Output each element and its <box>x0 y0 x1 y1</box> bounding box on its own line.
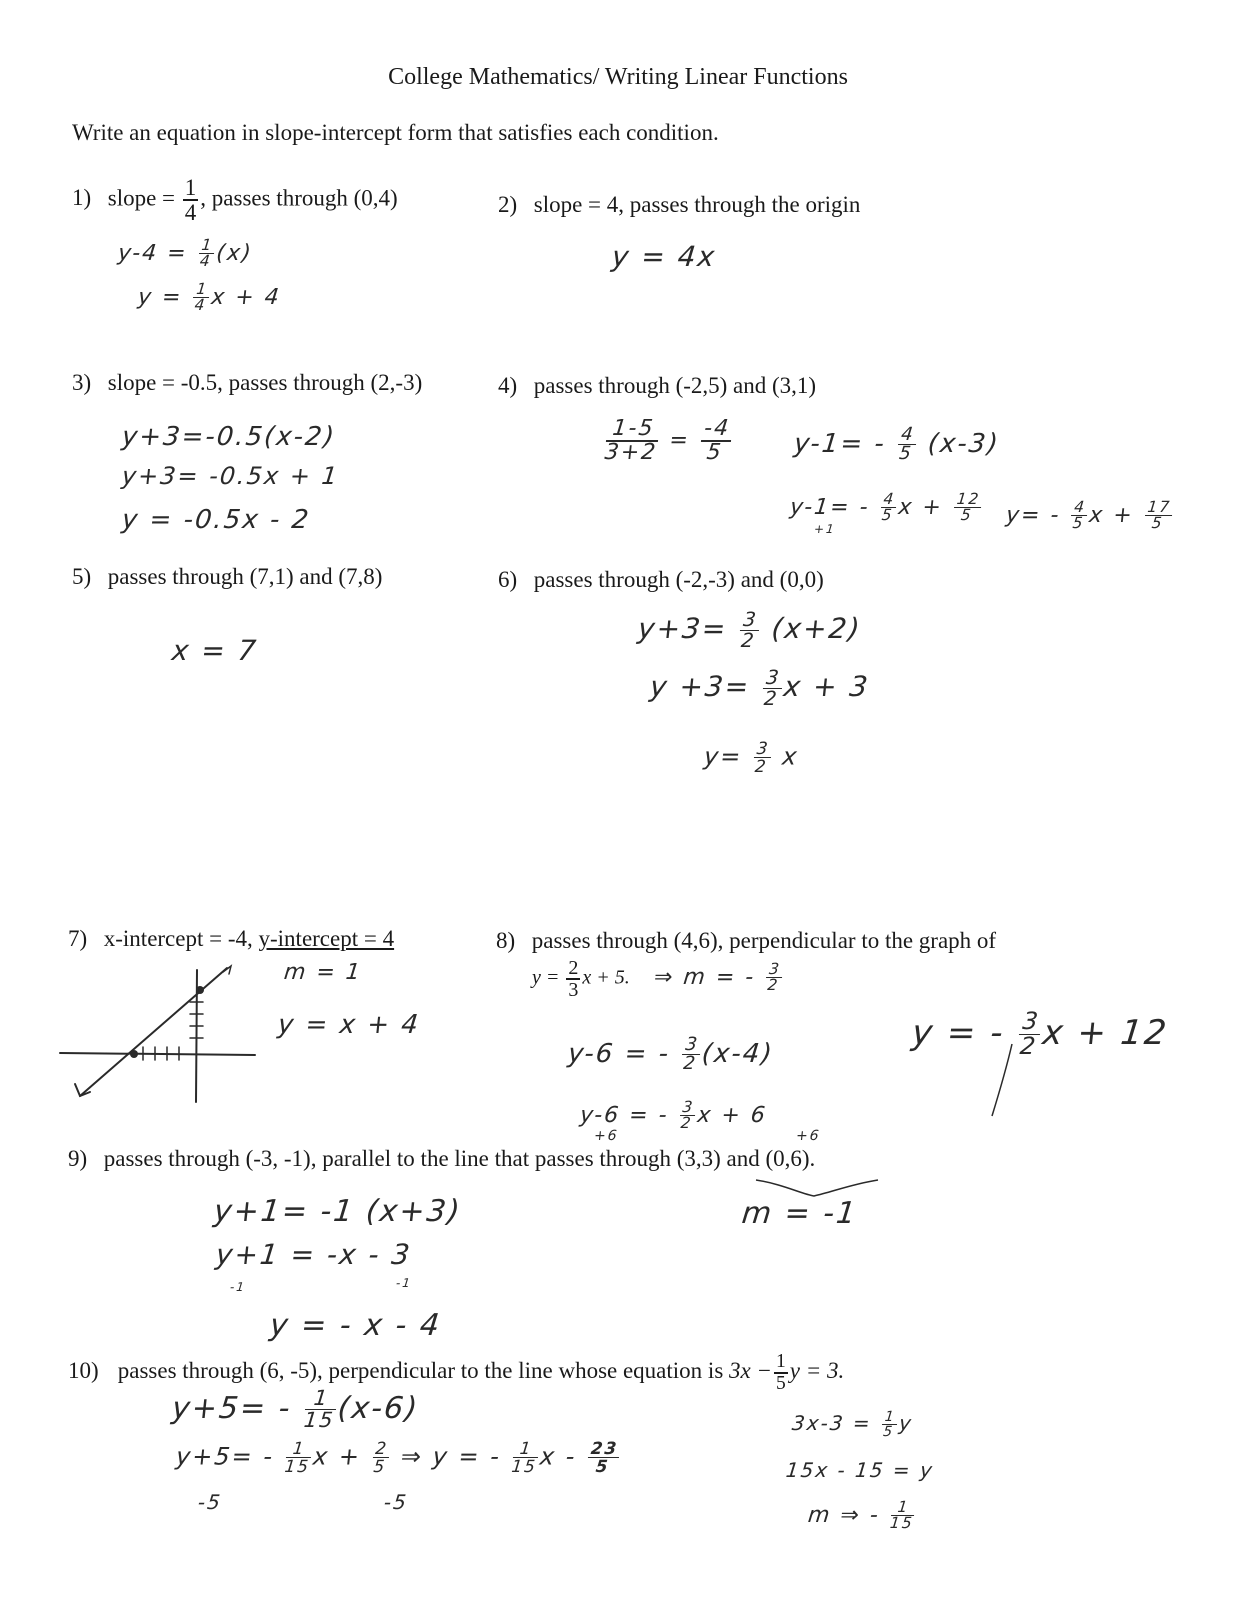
x-axis <box>60 1053 255 1055</box>
handwritten-answer: x = 7 <box>170 634 260 667</box>
y-intercept-point <box>196 986 204 994</box>
handwritten-work: y+3=-0.5(x-2) <box>120 422 338 452</box>
given-equation: 3x − $\frac{1}{5}$ y = 3. <box>729 1351 845 1394</box>
problem-number: 10) <box>68 1357 99 1383</box>
handwritten-answer: y = -0.5x - 2 <box>120 505 312 535</box>
handwritten-answer: y= $\frac{3}{2}$ x <box>702 738 801 776</box>
handwritten-work: y-1= - $\frac{4}{5}$ x + $\frac{12}{5}$ <box>788 490 982 525</box>
handwritten-note: -1 <box>395 1276 413 1290</box>
handwritten-work: y-6 = - $\frac{3}{2}$ (x-4) <box>566 1034 776 1075</box>
handwritten-work: y-6 = - $\frac{3}{2}$ x + 6 <box>578 1098 769 1133</box>
problem-number: 4) <box>498 373 518 398</box>
handwritten-note: +1 <box>813 522 837 536</box>
handwritten-note: +6 <box>795 1128 822 1144</box>
problem-3 <box>72 370 422 396</box>
handwritten-note: -5 <box>196 1490 224 1514</box>
handwritten-work: y+1= -1 (x+3) <box>212 1194 464 1229</box>
handwritten-slope: m ⇒ - $\frac{1}{15}$ <box>806 1498 915 1533</box>
problem-number: 2) <box>498 192 518 217</box>
handwritten-slope: ⇒ m = - $\frac{3}{2}$ <box>652 960 782 995</box>
problem-text: passes through (6, -5), perpendicular to the line whose equation is <box>117 1357 724 1383</box>
problem-text: passes through (-2,-3) and (0,0) <box>533 567 824 592</box>
handwritten-work: y+3= -0.5x + 1 <box>120 462 341 490</box>
problem-text: , passes through (0,4) <box>200 185 398 211</box>
handwritten-answer: y = - $\frac{3}{2}$ x + 12 <box>910 1007 1171 1060</box>
handwritten-work: y +3= $\frac{3}{2}$ x + 3 <box>648 666 872 710</box>
instructions: Write an equation in slope-intercept form that satisfies each condition. <box>72 120 719 145</box>
handwritten-slope: $\frac{1-5}{3+2}$ = $\frac{-4}{5}$ <box>603 416 732 465</box>
handwritten-work: y+3= $\frac{3}{2}$ (x+2) <box>636 608 864 652</box>
problem-9 <box>68 1146 815 1172</box>
page-title: College Mathematics/ Writing Linear Functions <box>388 64 848 90</box>
problem-8 <box>496 928 996 954</box>
handwritten-slope: m = 1 <box>282 960 364 985</box>
problem-4 <box>498 373 816 399</box>
problem-text: x-intercept = -4, <box>103 926 253 951</box>
problem-number: 9) <box>68 1146 88 1171</box>
handwritten-work: y-4 = $\frac{1}{4}$ (x) <box>116 236 254 271</box>
handwritten-answer: y = 4x <box>610 240 718 273</box>
x-intercept-point <box>130 1050 138 1058</box>
problem-text: slope = <box>107 185 176 211</box>
handwritten-note: +6 <box>593 1128 620 1144</box>
plotted-line <box>80 968 227 1096</box>
handwritten-side-work: 3x-3 = $\frac{1}{5}$ y <box>790 1409 915 1440</box>
problem-text: slope = 4, passes through the origin <box>533 192 861 217</box>
problem-text: slope = -0.5, passes through (2,-3) <box>107 370 423 395</box>
problem-number: 3) <box>72 370 92 395</box>
handwritten-work: y+5= - $\frac{1}{15}$ (x-6) <box>170 1386 421 1432</box>
problem-number: 1) <box>72 185 92 211</box>
problem-number: 6) <box>498 567 518 592</box>
handwritten-note: -5 <box>382 1490 410 1514</box>
problem-text: passes through (4,6), perpendicular to the graph of <box>531 928 997 953</box>
slope-fraction: $\frac{1}{4}$ <box>184 175 197 225</box>
handwritten-bracket <box>752 1176 882 1200</box>
handwritten-answer: y = x + 4 <box>276 1010 422 1040</box>
problem-6 <box>498 567 824 593</box>
problem-7 <box>68 926 394 952</box>
problem-2 <box>498 192 860 218</box>
handwritten-stroke <box>988 1040 1018 1120</box>
handwritten-note: -1 <box>229 1280 247 1294</box>
problem-10 <box>68 1352 844 1393</box>
handwritten-side-work: 15x - 15 = y <box>784 1458 936 1482</box>
handwritten-work: y+1 = -x - 3 <box>214 1238 414 1271</box>
problem-text-underlined: y-intercept = 4 <box>258 926 395 951</box>
problem-text: passes through (-3, -1), parallel to the line that passes through (3,3) and (0,6). <box>103 1146 816 1171</box>
handwritten-answer: y = $\frac{1}{4}$ x + 4 <box>136 280 283 315</box>
problem-number: 8) <box>496 928 516 953</box>
problem-text: passes through (-2,5) and (3,1) <box>533 373 817 398</box>
problem-text: passes through (7,1) and (7,8) <box>107 564 383 589</box>
handwritten-work: y+5= - $\frac{1}{15}$ x + $\frac{2}{5}$ ⇒ y = - $\frac{1}{15}$ x - $\frac{23}{5}$ <box>174 1438 620 1476</box>
problem-number: 5) <box>72 564 92 589</box>
handwritten-slope: m = -1 <box>740 1196 860 1231</box>
problem-5 <box>72 564 382 590</box>
handwritten-answer: y = - x - 4 <box>268 1308 443 1343</box>
handwritten-work: y-1= - $\frac{4}{5}$ (x-3) <box>792 424 1002 465</box>
problem-1 <box>72 176 398 224</box>
problem-number: 7) <box>68 926 88 951</box>
hand-sketched-graph <box>55 960 260 1115</box>
given-equation: y = $\frac{2}{3}$ x + 5. <box>532 957 630 1001</box>
handwritten-answer: y= - $\frac{4}{5}$ x + $\frac{17}{5}$ <box>1004 498 1173 533</box>
